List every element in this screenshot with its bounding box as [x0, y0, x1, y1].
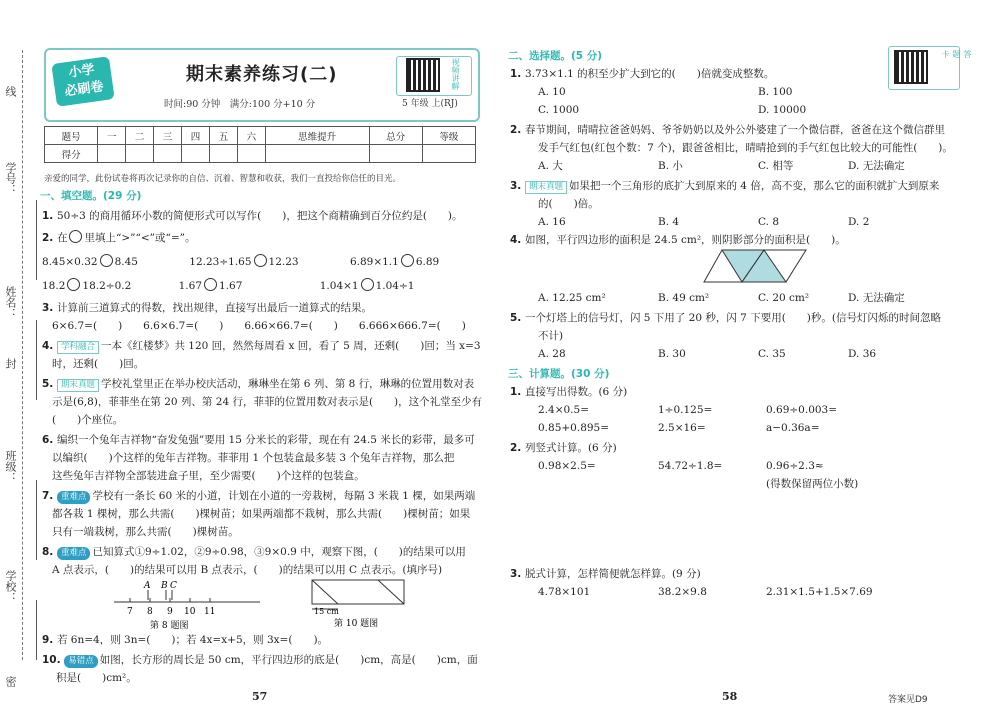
- calc-1-item: 0.69÷0.003=: [766, 404, 838, 416]
- class-field[interactable]: [36, 480, 37, 560]
- qr-code-icon[interactable]: [406, 58, 440, 92]
- choice-1-option-a[interactable]: A. 10: [538, 86, 566, 98]
- calc-3-item: 38.2×9.8: [658, 586, 707, 598]
- question-3: 3. 计算前三道算式的得数，找出规律，直接写出最后一道算式的结果。: [42, 302, 372, 314]
- choice-5: 5. 一个灯塔上的信号灯，闪 5 下用了 20 秒，闪 7 下要用( )秒。(信号灯闪烁的时间忽略: [510, 312, 941, 324]
- qr-video-label: 视频讲解: [451, 58, 460, 90]
- choice-3-option-a[interactable]: A. 16: [538, 216, 566, 228]
- qr-answer-label: 答题卡: [941, 50, 972, 58]
- binding-line: [22, 50, 23, 660]
- choice-2-option-d[interactable]: D. 无法确定: [848, 160, 905, 172]
- question-3-row: 6×6.7=( ) 6.6×6.7=( ) 6.66×66.7=( ) 6.666×666.7=( ): [52, 320, 466, 332]
- choice-4-option-a[interactable]: A. 12.25 cm²: [538, 292, 606, 304]
- page-number-right: 58: [722, 690, 738, 703]
- figure-10-rectangle: [308, 576, 418, 628]
- calc-1-item: 2.4×0.5=: [538, 404, 589, 416]
- choice-5-option-c[interactable]: C. 35: [758, 348, 786, 360]
- exam-meta: 时间:90 分钟 满分:100 分+10 分: [164, 99, 316, 110]
- question-7-cont2: 只有一端栽树，那么共需( )棵树苗。: [52, 526, 239, 538]
- student-number-label: 学号：: [4, 162, 17, 195]
- choice-3-cont: 的( )倍。: [538, 198, 599, 210]
- calc-2: 2. 列竖式计算。(6 分): [510, 442, 617, 454]
- score-table: [44, 126, 476, 163]
- question-10: 10. 易错点 如图，长方形的周长是 50 cm，平行四边形的底是( )cm，高是( )cm，面: [42, 654, 478, 666]
- section-calculation: 三、计算题。(30 分): [508, 368, 610, 380]
- student-number-field[interactable]: [36, 200, 37, 280]
- grade-label: 5 年级 上(RJ): [402, 99, 458, 109]
- parallelogram-figure: [702, 246, 812, 286]
- binding-label-line: 线: [4, 86, 17, 97]
- question-8-cont: A 点表示，( )的结果可以用 B 点表示，( )的结果可以用 C 点表示。(填序号): [52, 564, 443, 576]
- choice-5-option-d[interactable]: D. 36: [848, 348, 877, 360]
- compare-blank[interactable]: [254, 254, 267, 267]
- question-9: 9. 若 6n=4，则 3n=( )；若 4x=x+5，则 3x=( )。: [42, 634, 329, 646]
- choice-4-option-b[interactable]: B. 49 cm²: [658, 292, 710, 304]
- binding-label-seal2: 密: [4, 676, 17, 687]
- tick-7: 7: [127, 607, 133, 617]
- calc-1-item: 1÷0.125=: [658, 404, 713, 416]
- answer-reference: 答案见D9: [888, 695, 928, 705]
- compare-blank[interactable]: [401, 254, 414, 267]
- choice-2: 2. 春节期间，晴晴拉爸爸妈妈、爷爷奶奶以及外公外婆建了一个微信群，爸爸在这个微信群里: [510, 124, 945, 136]
- school-field[interactable]: [36, 600, 37, 660]
- binding-label-seal: 封: [4, 358, 17, 369]
- student-name-field[interactable]: [36, 320, 37, 400]
- calc-2-note: (得数保留两位小数): [766, 478, 859, 490]
- tick-10: 10: [184, 607, 196, 617]
- student-name-label: 姓名：: [4, 286, 17, 319]
- choice-1-option-c[interactable]: C. 1000: [538, 104, 580, 116]
- question-2-row-1: 8.45×0.32 8.45 12.23÷1.65 12.23 6.89×1.1 6.89: [42, 256, 440, 268]
- brand-logo: 小学 必刷卷: [51, 56, 114, 107]
- question-6-cont: 以编织( )个这样的兔年吉祥物。菲菲用 1 个包装盒最多装 3 个兔年吉祥物，那么把: [52, 452, 455, 464]
- choice-1-option-b[interactable]: B. 100: [758, 86, 793, 98]
- tick-11: 11: [204, 607, 216, 617]
- choice-3-option-c[interactable]: C. 8: [758, 216, 780, 228]
- school-label: 学校：: [4, 570, 17, 603]
- question-7: 7. 重难点 学校有一条长 60 米的小道，计划在小道的一旁栽树，每隔 3 米栽 1 棵，如果两端: [42, 490, 476, 502]
- question-1: 1. 50÷3 的商用循环小数的简便形式可以写作( )，把这个商精确到百分位约是( )。: [42, 210, 463, 222]
- calc-2-item: 0.98×2.5=: [538, 460, 596, 472]
- question-2: 2. 在 里填上“>”“<”或“=”。: [42, 232, 196, 244]
- label-a: A: [144, 581, 151, 591]
- choice-4-option-d[interactable]: D. 无法确定: [848, 292, 905, 304]
- label-c: C: [170, 581, 177, 591]
- calc-1-item: 2.5×16=: [658, 422, 706, 434]
- compare-blank[interactable]: [100, 254, 113, 267]
- question-5-cont2: ( )个座位。: [52, 414, 124, 426]
- section-choice: 二、选择题。(5 分): [508, 50, 603, 62]
- page-number-left: 57: [252, 690, 268, 703]
- figure-8-number-line: [110, 578, 270, 630]
- calc-2-item: 0.96÷2.3≈: [766, 460, 824, 472]
- choice-1: 1. 3.73×1.1 的积至少扩大到它的( )倍就变成整数。: [510, 68, 775, 80]
- question-5: 5. 期末真题 学校礼堂里正在举办校庆活动，琳琳坐在第 6 列、第 8 行，琳琳的位置用数对表: [42, 378, 475, 390]
- choice-4-option-c[interactable]: C. 20 cm²: [758, 292, 810, 304]
- calc-2-item: 54.72÷1.8=: [658, 460, 723, 472]
- question-10-cont: 积是( )cm²。: [56, 672, 137, 684]
- length-label: 15 cm: [314, 607, 339, 616]
- figure-10-caption: 第 10 题图: [334, 619, 379, 628]
- tick-8: 8: [147, 607, 153, 617]
- circle-icon: [69, 230, 82, 243]
- choice-2-option-b[interactable]: B. 小: [658, 160, 683, 172]
- question-8: 8. 重难点 已知算式①9÷1.02，②9÷0.98，③9×0.9 中，观察下图，( )的结果可以用: [42, 546, 466, 558]
- choice-4: 4. 如图，平行四边形的面积是 24.5 cm²，则阴影部分的面积是( )。: [510, 234, 846, 246]
- choice-3-option-b[interactable]: B. 4: [658, 216, 680, 228]
- calc-3: 3. 脱式计算，怎样简便就怎样算。(9 分): [510, 568, 701, 580]
- calc-3-item: 2.31×1.5+1.5×7.69: [766, 586, 873, 598]
- section-fill-blank: 一、填空题。(29 分): [40, 190, 142, 202]
- exam-header: [44, 48, 480, 122]
- calc-1: 1. 直接写出得数。(6 分): [510, 386, 628, 398]
- choice-3: 3. 期末真题 如果把一个三角形的底扩大到原来的 4 倍，高不变，那么它的面积就扩大到原来: [510, 180, 940, 192]
- choice-2-cont: 发手气红包(红包个数：7 个)，跟爸爸相比，晴晴抢到的手气红包比较大的可能性( )。: [538, 142, 953, 154]
- calc-1-item: 0.85+0.895=: [538, 422, 610, 434]
- choice-5-cont: 不计): [538, 330, 564, 342]
- calc-1-item: a−0.36a=: [766, 422, 820, 434]
- figure-8-caption: 第 8 题图: [150, 621, 189, 630]
- choice-2-option-a[interactable]: A. 大: [538, 160, 563, 172]
- class-label: 班级：: [4, 450, 17, 483]
- compare-blank[interactable]: [204, 278, 217, 291]
- choice-2-option-c[interactable]: C. 相等: [758, 160, 794, 172]
- choice-5-option-a[interactable]: A. 28: [538, 348, 566, 360]
- label-b: B: [161, 581, 168, 591]
- score-table-row: 得分: [45, 145, 476, 163]
- choice-3-option-d[interactable]: D. 2: [848, 216, 870, 228]
- qr-code-icon[interactable]: [894, 50, 928, 84]
- score-table-header: 题号 一 二 三 四 五 六 思维提升 总分 等级: [45, 127, 476, 145]
- choice-1-option-d[interactable]: D. 10000: [758, 104, 807, 116]
- encouragement-message: 亲爱的同学，此份试卷将再次记录你的自信、沉着、智慧和收获，我们一直投给你信任的目光。: [44, 174, 402, 184]
- calc-3-item: 4.78×101: [538, 586, 591, 598]
- question-7-cont: 都各栽 1 棵树，那么共需( )棵树苗；如果两端都不栽树，那么共需( )棵树苗；如果: [52, 508, 471, 520]
- page-title: 期末素养练习(二): [186, 64, 338, 85]
- question-6-cont2: 这些兔年吉祥物全部装进盒子里，至少需要( )个这样的包装盒。: [52, 470, 365, 482]
- question-4: 4. 学科融合 一本《红楼梦》共 120 回，然然每周看 x 回，看了 5 周，还剩( )回；当 x=3: [42, 340, 481, 352]
- tick-9: 9: [167, 607, 173, 617]
- choice-5-option-b[interactable]: B. 30: [658, 348, 686, 360]
- compare-blank[interactable]: [361, 278, 374, 291]
- question-2-row-2: 18.2 18.2÷0.2 1.67 1.67 1.04×1 1.04÷1: [42, 280, 415, 292]
- question-5-cont: 示是(6,8)，菲菲坐在第 20 列、第 24 行，菲菲的位置用数对表示是( )，这个礼堂至少有: [52, 396, 483, 408]
- question-6: 6. 编织一个兔年吉祥物“奋发兔强”要用 15 分米长的彩带，现在有 24.5 米长的彩带，最多可: [42, 434, 475, 446]
- compare-blank[interactable]: [67, 278, 80, 291]
- question-4-cont: 时，还剩( )回。: [52, 358, 145, 370]
